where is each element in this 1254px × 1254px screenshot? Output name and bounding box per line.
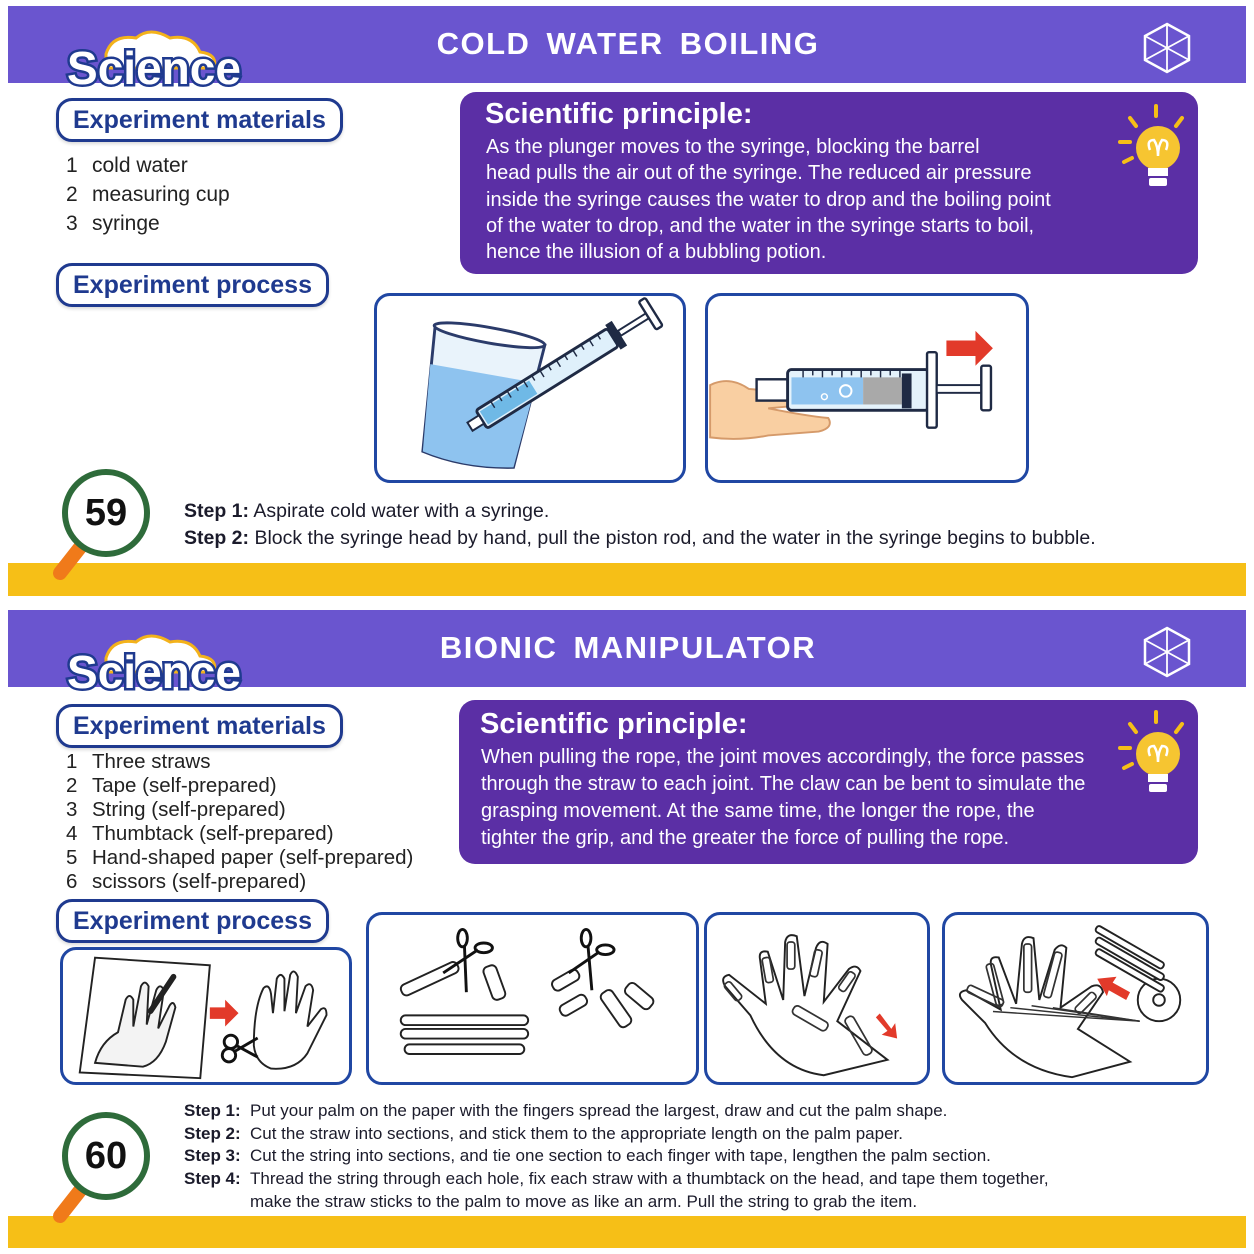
experiment-card-cold-water-boiling: [8, 6, 1246, 596]
page-number: 60: [62, 1112, 150, 1200]
principle-line: hence the illusion of a bubbling potion.: [486, 241, 827, 264]
principle-line: When pulling the rope, the joint moves accordingly, the force passes: [481, 746, 1085, 768]
list-item: [66, 798, 413, 822]
step-label: Step 1:: [184, 1101, 241, 1120]
principle-text: [486, 134, 1051, 265]
item-text: syringe: [92, 212, 160, 235]
step-text: make the straw sticks to the palm to move as like an arm. Pull the string to grab the item.: [250, 1191, 918, 1211]
page-number-badge: [48, 461, 158, 581]
step-label: Step 2:: [184, 1123, 241, 1143]
science-logo: [54, 632, 254, 698]
page-number: 59: [62, 469, 150, 557]
page-title: BIONIC MANIPULATOR: [439, 630, 817, 665]
step-label: Step 1:: [184, 500, 250, 522]
step-continuation: [184, 1191, 1049, 1214]
materials-list: [66, 151, 230, 238]
list-item: [66, 180, 230, 209]
step-label: Step 4:: [184, 1169, 241, 1189]
step-text: Cut the straw into sections, and stick them to the appropriate length on the palm paper.: [250, 1123, 903, 1143]
item-number: 5: [66, 846, 78, 869]
scientific-principle-box: [459, 700, 1198, 864]
materials-list: [66, 750, 413, 894]
list-item: [66, 774, 413, 798]
principle-line: As the plunger moves to the syringe, blocking the barrel: [486, 136, 980, 158]
list-item: [66, 209, 230, 238]
illustration-trace-and-cut-hand: [60, 947, 352, 1085]
step-text: Block the syringe head by hand, pull the piston rod, and the water in the syringe begins to bubble.: [254, 527, 1096, 549]
list-item: [66, 846, 413, 870]
science-logo: [54, 28, 254, 94]
item-number: 3: [66, 212, 78, 235]
step-text: Cut the string into sections, and tie one section to each finger with tape, lengthen the palm section.: [250, 1146, 991, 1166]
step-label: Step 2:: [184, 527, 250, 549]
process-heading: Experiment process: [56, 263, 329, 307]
illustration-hand-blocking-syringe: [705, 293, 1029, 483]
card-header: [8, 610, 1246, 698]
step-item: [184, 1145, 1049, 1168]
page-title: COLD WATER BOILING: [436, 26, 820, 61]
principle-line: tighter the grip, and the greater the force of pulling the rope.: [481, 827, 1010, 849]
item-text: Three straws: [92, 750, 211, 773]
principle-line: through the straw to each joint. The claw can be bent to simulate the: [481, 773, 1086, 795]
item-text: cold water: [92, 154, 188, 177]
item-number: 1: [66, 154, 78, 177]
materials-heading: Experiment materials: [56, 704, 343, 748]
card-header: [8, 6, 1246, 94]
list-item: [66, 822, 413, 846]
arrow-right-icon: [210, 1000, 239, 1027]
item-number: 2: [66, 774, 78, 797]
illustration-strings-through-straws: [942, 912, 1209, 1085]
item-text: measuring cup: [92, 183, 230, 206]
illustration-cut-straws: [366, 912, 699, 1085]
step-item: [184, 1123, 1049, 1146]
arrow-right-icon: [946, 331, 992, 366]
principle-line: of the water to drop, and the water in the syringe starts to boil,: [486, 214, 1035, 237]
scientific-principle-box: [460, 92, 1198, 274]
item-text: String (self-prepared): [92, 798, 286, 821]
principle-line: inside the syringe causes the water to drop and the boiling point: [486, 188, 1051, 211]
principle-line: grasping movement. At the same time, the longer the rope, the: [481, 800, 1035, 822]
list-item: [66, 870, 413, 894]
process-heading: Experiment process: [56, 899, 329, 943]
step-item: [184, 1168, 1049, 1191]
step-text: Thread the string through each hole, fix each straw with a thumbtack on the head, and tape them together,: [250, 1169, 1049, 1189]
step-label: Step 3:: [184, 1146, 241, 1166]
list-item: [66, 750, 413, 774]
experiment-card-bionic-manipulator: [8, 610, 1246, 1248]
item-number: 6: [66, 870, 78, 893]
item-number: 3: [66, 798, 78, 821]
step-item: [184, 498, 1096, 525]
principle-heading: Scientific principle:: [480, 708, 748, 740]
item-number: 4: [66, 822, 78, 845]
step-item: [184, 525, 1096, 552]
item-text: Hand-shaped paper (self-prepared): [92, 846, 414, 869]
materials-heading: Experiment materials: [56, 98, 343, 142]
page-number-badge: [48, 1104, 158, 1224]
yellow-band: [8, 563, 1246, 596]
lightbulb-icon: [1116, 102, 1192, 194]
list-item: [66, 151, 230, 180]
item-number: 2: [66, 183, 78, 206]
steps-list: [184, 1100, 1049, 1214]
item-number: 1: [66, 750, 78, 773]
arrow-down-right-icon: [876, 1013, 897, 1038]
hexagon-cube-icon: [1142, 626, 1192, 678]
logo-text: Science: [67, 42, 241, 94]
item-text: Tape (self-prepared): [92, 774, 277, 797]
step-text: Put your palm on the paper with the fingers spread the largest, draw and cut the palm shape.: [250, 1101, 948, 1120]
step-item: [184, 1100, 1049, 1123]
scissors-icon: [443, 929, 614, 992]
illustration-syringe-in-water-cup: [374, 293, 686, 483]
principle-text: [481, 744, 1085, 852]
item-text: Thumbtack (self-prepared): [92, 822, 334, 845]
logo-text: Science: [67, 646, 241, 698]
yellow-band: [8, 1216, 1246, 1248]
illustration-straws-on-hand: [704, 912, 930, 1085]
hexagon-cube-icon: [1142, 22, 1192, 74]
item-text: scissors (self-prepared): [92, 870, 307, 893]
step-text: Aspirate cold water with a syringe.: [253, 500, 550, 522]
steps-list: [184, 498, 1096, 552]
scissors-icon: [222, 1035, 257, 1062]
lightbulb-icon: [1116, 708, 1192, 800]
principle-heading: Scientific principle:: [485, 98, 753, 130]
principle-line: head pulls the air out of the syringe. The reduced air pressure: [486, 162, 1032, 185]
